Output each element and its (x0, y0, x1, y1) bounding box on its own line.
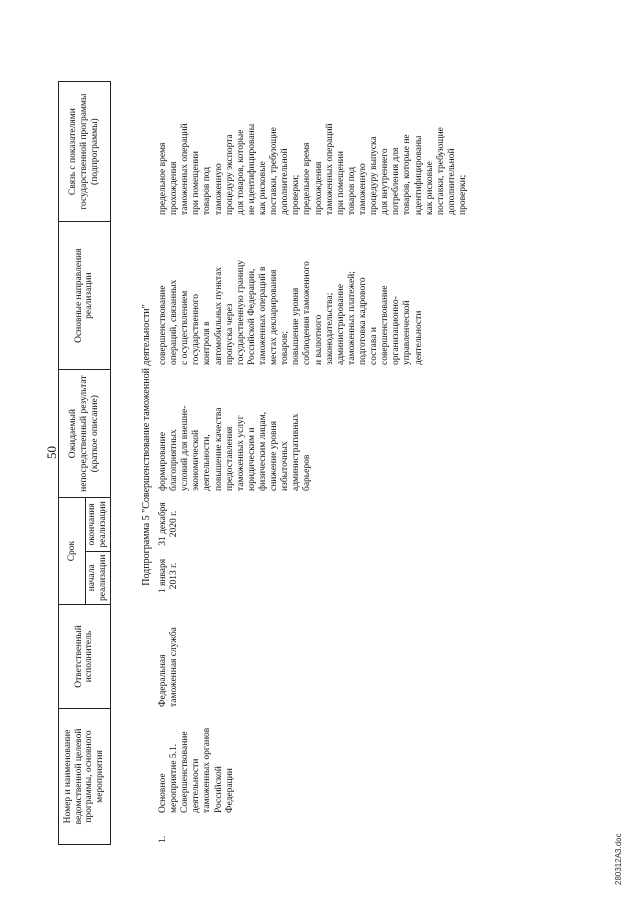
row-result: формирование благоприятных условий для внешне- экономической деятельности, повышение качества предоставления таможенных услуг юридическим и физическим лицам, снижение уровня избыточных административных барьеров (158, 405, 313, 491)
row-number: 1. (158, 835, 168, 843)
row-start-date: 1 января 2013 г. (158, 558, 180, 594)
subprogram-title: Подпрограмма 5 "Совершенствование таможенной деятельности" (141, 304, 152, 586)
header-term: Срок (59, 498, 86, 605)
header-end: окончания реализации (86, 498, 111, 551)
row-name: Основное мероприятие 5.1. Совершенствование деятельности таможенных органов Российской Федерации (158, 727, 235, 813)
program-table-header (58, 81, 111, 845)
header-link: Связь с показателями государственной программы (подпрограммы) (59, 82, 111, 222)
row-end-date: 31 декабря 2020 г. (158, 502, 180, 546)
page-number: 50 (44, 446, 59, 459)
header-executor: Ответственный исполнитель (59, 605, 111, 709)
header-direction: Основные направления реализации (59, 222, 111, 370)
document-reference: 280312А3.doc (614, 833, 623, 885)
row-executor: Федеральная таможенная служба (158, 627, 180, 707)
header-start: начала реализации (86, 551, 111, 604)
header-result: Ожидаемый непосредственный результат (краткое описание) (59, 370, 111, 498)
header-name: Номер и наименование ведомственной целевой программы, основного мероприятия (59, 709, 111, 845)
row-direction: совершенствование операций, связанных с осуществлением государственного контроля в автомобильных пунктах пропуска через государственную границу Российской Федерации, таможенных операций в местах декларирования товаров; повышение уровня соблюдения таможенного и валютного законодательства; администрирование таможенных платежей; подготовка кадрового состава и совершенствование организационно- управленческой деятельности (158, 260, 424, 365)
row-indicator-link: предельное время прохождения таможенных операций при помещении товаров под таможенную процедуру экспорта для товаров, которые не идентифицированы как рисковые поставки, требующие дополнительной проверки; предельное время прохождения таможенных операций при помещении товаров под таможенную процедуру выпуска для внутреннего потребления для товаров, которые не идентифицированы как рисковые поставки, требующие дополнительной проверки; (158, 123, 468, 215)
